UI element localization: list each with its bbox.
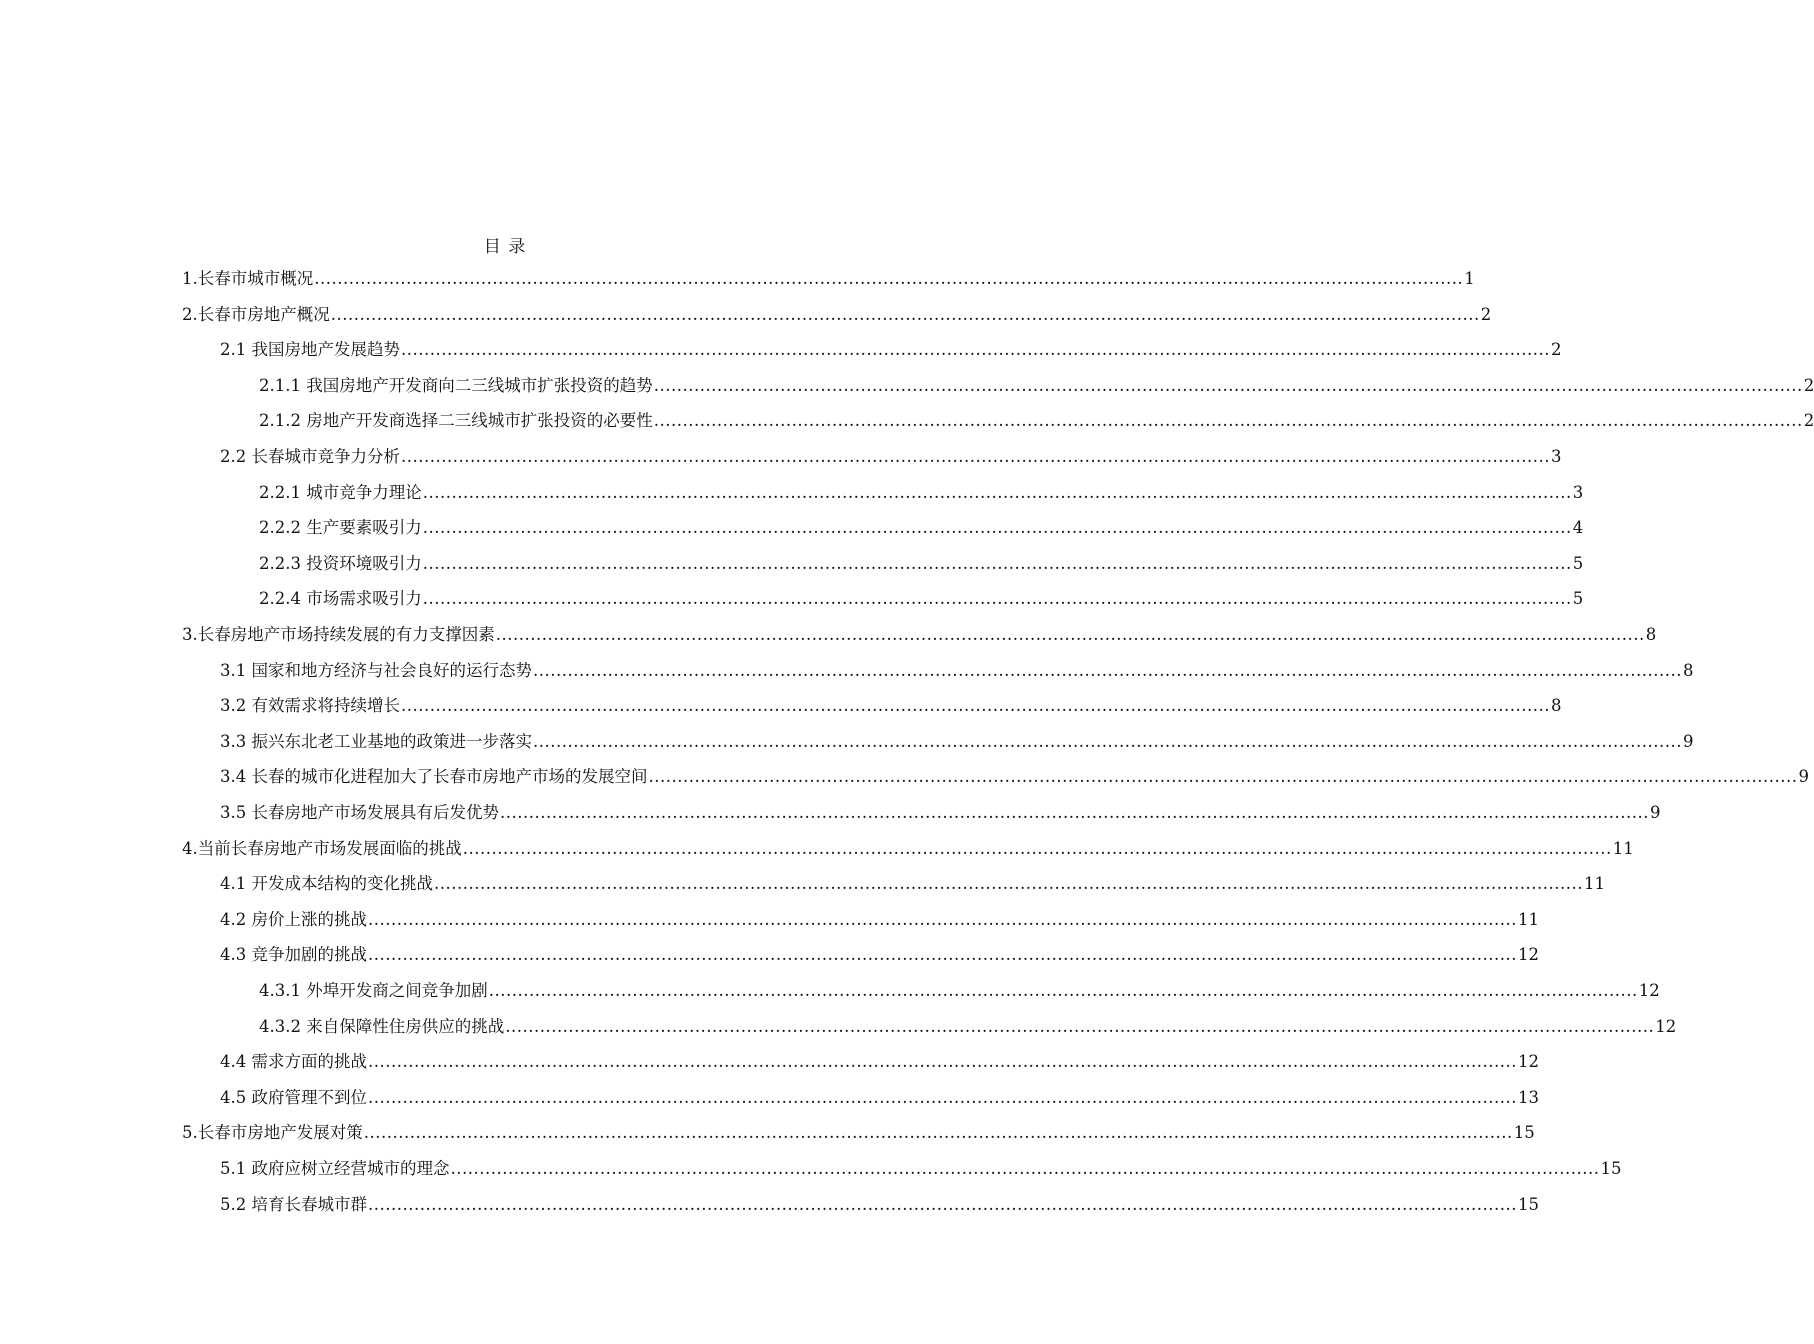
toc-leader-dots: ........................................................................................................................................................................................................ [462, 838, 1612, 858]
toc-entry[interactable] [259, 370, 1814, 402]
toc-entry[interactable] [182, 1117, 1535, 1149]
toc-entry-page-number: 8 [1550, 696, 1562, 716]
toc-entry-title: 2.2.4 市场需求吸引力 [259, 589, 422, 609]
toc-entry-page-number: 15 [1513, 1123, 1535, 1143]
toc-entry-page-number: 3 [1550, 447, 1562, 466]
toc-entry[interactable] [220, 441, 1562, 473]
toc-leader-dots: ........................................................................................................................................................................................................ [368, 909, 1517, 929]
toc-entry[interactable] [182, 299, 1492, 331]
toc-entry-title: 2.2 长春城市竞争力分析 [220, 447, 400, 466]
toc-entry-page-number: 11 [1612, 838, 1634, 858]
toc-entry[interactable] [220, 690, 1562, 722]
toc-leader-dots: ........................................................................................................................................................................................................ [368, 1052, 1517, 1072]
toc-entry[interactable] [220, 939, 1539, 971]
toc-leader-dots: ........................................................................................................................................................................................................ [401, 696, 1550, 716]
toc-entry-title: 3.2 有效需求将持续增长 [220, 696, 400, 716]
toc-entry[interactable] [220, 1082, 1539, 1114]
toc-entry[interactable] [220, 1046, 1539, 1078]
toc-entry-page-number: 13 [1517, 1087, 1539, 1107]
toc-entry-title: 4.当前长春房地产市场发展面临的挑战 [182, 838, 462, 858]
toc-title: 目 录 [483, 237, 527, 257]
toc-entry-page-number: 4 [1572, 518, 1584, 538]
toc-entry-title: 5.1 政府应树立经营城市的理念 [220, 1159, 450, 1178]
toc-entry-title: 4.2 房价上涨的挑战 [220, 909, 367, 929]
toc-entry-title: 4.5 政府管理不到位 [220, 1087, 367, 1107]
toc-leader-dots: ........................................................................................................................................................................................................ [653, 375, 1803, 395]
toc-entry[interactable] [220, 904, 1539, 936]
toc-entry-page-number: 2 [1550, 340, 1562, 360]
toc-entry-page-number: 12 [1517, 945, 1539, 965]
toc-entry[interactable] [182, 263, 1475, 295]
toc-leader-dots: ........................................................................................................................................................................................................ [330, 304, 1480, 324]
toc-entry-page-number: 12 [1517, 1052, 1539, 1072]
toc-entry[interactable] [259, 548, 1584, 580]
toc-entry-title: 4.3 竞争加剧的挑战 [220, 945, 367, 965]
toc-leader-dots: ........................................................................................................................................................................................................ [434, 874, 1583, 894]
toc-entry-page-number: 2 [1480, 304, 1492, 324]
toc-leader-dots: ........................................................................................................................................................................................................ [450, 1159, 1600, 1178]
toc-entry[interactable] [220, 726, 1694, 758]
toc-entry-title: 4.1 开发成本结构的变化挑战 [220, 874, 433, 894]
toc-leader-dots: ........................................................................................................................................................................................................ [500, 803, 1649, 822]
toc-leader-dots: ........................................................................................................................................................................................................ [363, 1123, 1513, 1143]
toc-entry-page-number: 12 [1655, 1016, 1677, 1036]
toc-entry-page-number: 3 [1572, 482, 1584, 502]
toc-entry-page-number: 15 [1517, 1194, 1539, 1214]
toc-entry-title: 2.1.1 我国房地产开发商向二三线城市扩张投资的趋势 [259, 375, 653, 395]
toc-leader-dots: ........................................................................................................................................................................................................ [495, 625, 1645, 644]
toc-entry[interactable] [220, 1153, 1622, 1185]
toc-leader-dots: ........................................................................................................................................................................................................ [422, 482, 1572, 502]
toc-entry-page-number: 9 [1649, 803, 1661, 822]
toc-entry-page-number: 9 [1682, 731, 1694, 751]
toc-entry[interactable] [259, 583, 1584, 615]
toc-leader-dots: ........................................................................................................................................................................................................ [401, 447, 1550, 466]
toc-entry-page-number: 8 [1645, 625, 1657, 644]
toc-entry-title: 1.长春市城市概况 [182, 269, 314, 288]
toc-entry[interactable] [259, 1011, 1677, 1043]
toc-entry-title: 3.1 国家和地方经济与社会良好的运行态势 [220, 660, 532, 680]
toc-entry-page-number: 11 [1583, 874, 1605, 894]
toc-leader-dots: ........................................................................................................................................................................................................ [648, 767, 1798, 787]
toc-entry-title: 4.3.2 来自保障性住房供应的挑战 [259, 1016, 505, 1036]
toc-leader-dots: ........................................................................................................................................................................................................ [505, 1016, 1655, 1036]
toc-entry-page-number: 2 [1803, 375, 1814, 395]
toc-entry[interactable] [220, 797, 1661, 829]
toc-entry[interactable] [220, 761, 1809, 793]
toc-entry[interactable] [259, 512, 1584, 544]
toc-leader-dots: ........................................................................................................................................................................................................ [401, 340, 1550, 360]
toc-leader-dots: ........................................................................................................................................................................................................ [653, 411, 1803, 431]
toc-leader-dots: ........................................................................................................................................................................................................ [314, 269, 1464, 288]
toc-entry[interactable] [182, 833, 1634, 865]
toc-entry-title: 3.3 振兴东北老工业基地的政策进一步落实 [220, 731, 532, 751]
toc-entry-title: 2.2.1 城市竞争力理论 [259, 482, 422, 502]
toc-entry[interactable] [259, 405, 1814, 437]
toc-leader-dots: ........................................................................................................................................................................................................ [368, 945, 1517, 965]
toc-entry-page-number: 1 [1464, 269, 1475, 288]
toc-entry-title: 3.4 长春的城市化进程加大了长春市房地产市场的发展空间 [220, 767, 648, 787]
toc-leader-dots: ........................................................................................................................................................................................................ [422, 589, 1572, 609]
toc-entry[interactable] [259, 975, 1660, 1007]
toc-entry-page-number: 12 [1638, 981, 1660, 1000]
toc-leader-dots: ........................................................................................................................................................................................................ [488, 981, 1638, 1000]
toc-leader-dots: ........................................................................................................................................................................................................ [533, 731, 1682, 751]
toc-entry-page-number: 2 [1803, 411, 1814, 431]
toc-entry-page-number: 11 [1517, 909, 1539, 929]
toc-entry-title: 2.1 我国房地产发展趋势 [220, 340, 400, 360]
toc-leader-dots: ........................................................................................................................................................................................................ [422, 553, 1572, 573]
toc-entry-title: 3.5 长春房地产市场发展具有后发优势 [220, 803, 499, 822]
toc-leader-dots: ........................................................................................................................................................................................................ [368, 1194, 1517, 1214]
toc-entry-title: 3.长春房地产市场持续发展的有力支撑因素 [182, 625, 495, 644]
toc-leader-dots: ........................................................................................................................................................................................................ [368, 1087, 1517, 1107]
toc-entry[interactable] [220, 655, 1694, 687]
toc-entry[interactable] [220, 868, 1605, 900]
toc-entry-title: 5.2 培育长春城市群 [220, 1194, 367, 1214]
toc-entry-page-number: 15 [1600, 1159, 1622, 1178]
toc-entry-title: 4.4 需求方面的挑战 [220, 1052, 367, 1072]
toc-entry[interactable] [220, 1189, 1539, 1221]
toc-entry-page-number: 5 [1572, 553, 1584, 573]
toc-entry-page-number: 9 [1798, 767, 1809, 787]
toc-leader-dots: ........................................................................................................................................................................................................ [533, 660, 1682, 680]
toc-entry-title: 5.长春市房地产发展对策 [182, 1123, 363, 1143]
toc-entry-title: 2.2.3 投资环境吸引力 [259, 553, 422, 573]
toc-entry-title: 4.3.1 外埠开发商之间竞争加剧 [259, 981, 488, 1000]
toc-entry[interactable] [220, 334, 1562, 366]
toc-leader-dots: ........................................................................................................................................................................................................ [422, 518, 1572, 538]
toc-entry-page-number: 8 [1682, 660, 1694, 680]
toc-entry[interactable] [182, 619, 1657, 651]
toc-entry-title: 2.长春市房地产概况 [182, 304, 330, 324]
toc-entry-title: 2.1.2 房地产开发商选择二三线城市扩张投资的必要性 [259, 411, 653, 431]
toc-entry-page-number: 5 [1572, 589, 1584, 609]
toc-entry-title: 2.2.2 生产要素吸引力 [259, 518, 422, 538]
toc-entry[interactable] [259, 477, 1584, 509]
